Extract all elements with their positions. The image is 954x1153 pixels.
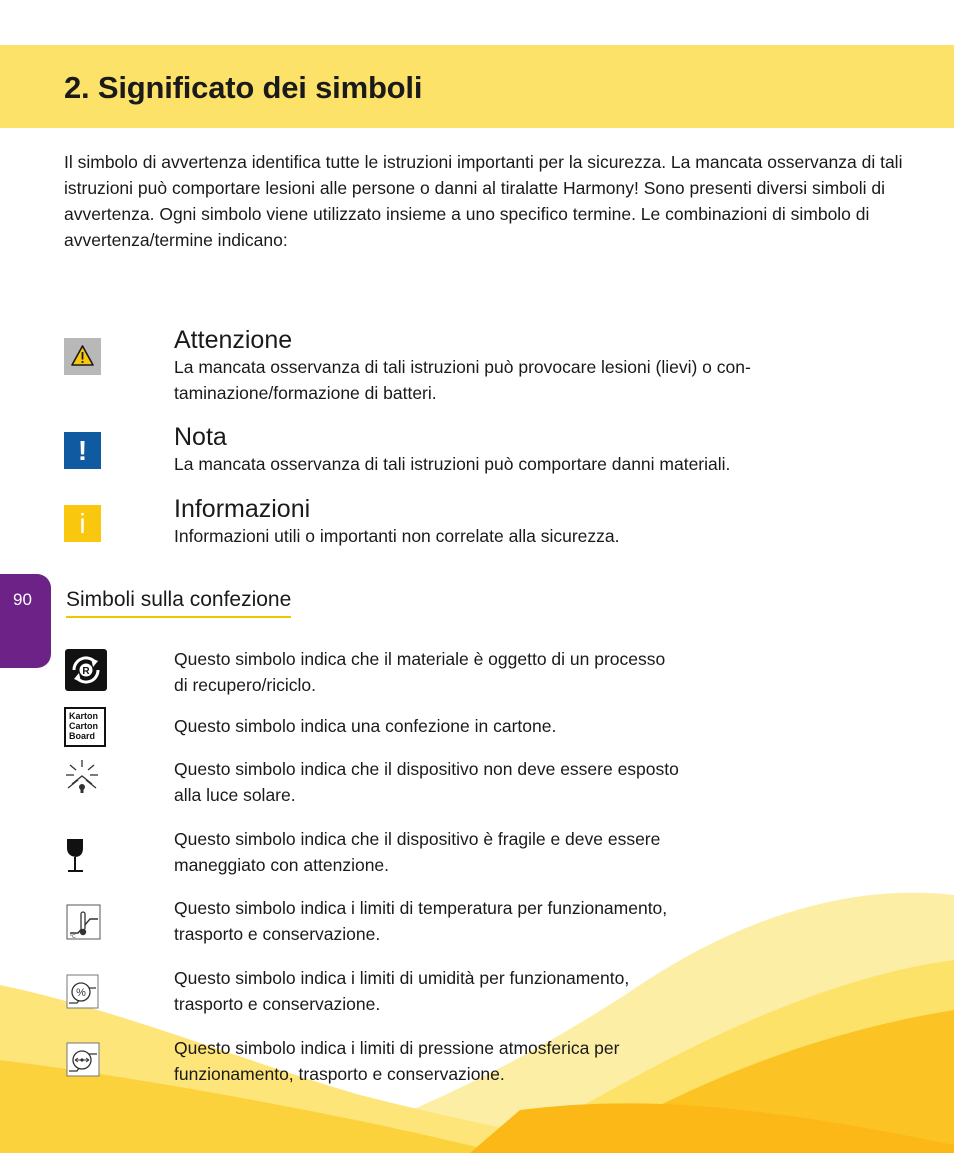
packaging-description: Questo simbolo indica i limiti di temperatura per funzionamento,	[174, 898, 668, 918]
packaging-description: trasporto e conservazione.	[174, 994, 381, 1014]
symbol-description: La mancata osservanza di tali istruzioni può comportare danni materiali.	[174, 454, 731, 474]
packaging-description: Questo simbolo indica che il dispositivo è fragile e deve essere	[174, 829, 661, 849]
temperature-icon	[64, 902, 108, 946]
section-title: Simboli sulla confezione	[66, 588, 291, 618]
info-icon	[64, 505, 101, 542]
page-number-tab	[0, 574, 51, 668]
packaging-description: alla luce solare.	[174, 785, 296, 805]
page-number: 90	[13, 590, 32, 609]
carton-label: Karton	[69, 711, 98, 721]
exclamation-glyph: !	[77, 435, 88, 466]
intro-paragraph: Il simbolo di avvertenza identifica tutte le istruzioni importanti per la sicurezza. La mancata osservanza di tali istruzioni può comportare lesioni alle persone o danni al tiralatte Harmony! Sono presenti diversi simboli di avvertenza. Ogni simbolo viene utilizzato insieme a uno specifico termine. Le combinazioni di simbolo di avvertenza/termine indicano:	[64, 152, 903, 250]
page-title: 2. Significato dei simboli	[64, 70, 423, 105]
symbol-description: La mancata osservanza di tali istruzioni può provocare lesioni (lievi) o con-	[174, 357, 751, 377]
packaging-description: Questo simbolo indica che il materiale è oggetto di un processo	[174, 649, 666, 669]
svg-text:R: R	[82, 666, 90, 677]
symbol-title: Attenzione	[174, 326, 293, 354]
symbol-title: Informazioni	[174, 495, 311, 523]
carton-icon	[64, 707, 106, 747]
packaging-description: maneggiato con attenzione.	[174, 855, 390, 875]
symbol-description: Informazioni utili o importanti non correlate alla sicurezza.	[174, 526, 620, 546]
humidity-icon	[64, 972, 108, 1016]
packaging-description: Questo simbolo indica una confezione in cartone.	[174, 716, 557, 736]
carton-label: Carton	[69, 721, 98, 731]
exclamation-icon	[64, 432, 101, 469]
packaging-description: trasporto e conservazione.	[174, 924, 381, 944]
info-glyph: i	[79, 508, 86, 539]
pressure-icon	[64, 1040, 108, 1084]
packaging-description: Questo simbolo indica i limiti di pressione atmosferica per	[174, 1038, 620, 1058]
symbol-description: taminazione/formazione di batteri.	[174, 383, 437, 403]
sunlight-icon	[64, 758, 108, 802]
packaging-description: funzionamento, trasporto e conservazione.	[174, 1064, 505, 1084]
recycling-icon	[64, 648, 108, 692]
packaging-description: Questo simbolo indica i limiti di umidità per funzionamento,	[174, 968, 630, 988]
svg-text:°C: °C	[70, 934, 76, 940]
fragile-glass-icon	[64, 834, 108, 878]
carton-label: Board	[69, 731, 96, 741]
packaging-description: Questo simbolo indica che il dispositivo non deve essere esposto	[174, 759, 679, 779]
symbol-title: Nota	[174, 423, 227, 451]
humidity-percent-label: %	[76, 987, 86, 999]
warning-triangle-icon	[64, 338, 101, 375]
packaging-description: di recupero/riciclo.	[174, 675, 316, 695]
